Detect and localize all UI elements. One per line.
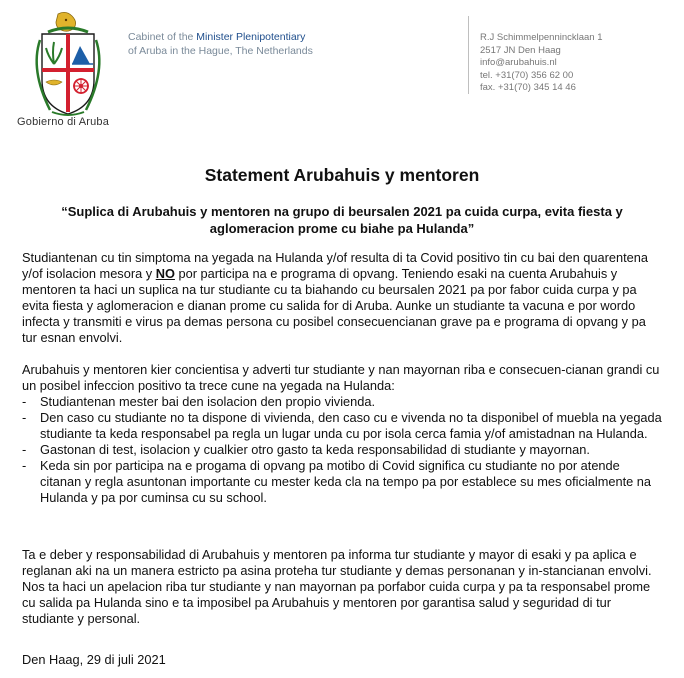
paragraph-1 xyxy=(22,250,664,346)
paragraph-1-emphasis: NO xyxy=(155,266,175,281)
consequence-list xyxy=(22,394,664,506)
paragraph-1-before: Studiantenan cu tin simptoma na yegada na Hulanda y/of resulta di ta Covid positivo tin cu bai den quarentena y/of isolacion mesora y xyxy=(22,250,649,281)
paragraph-1-after: por participa na e programa di opvang. Teniendo esaki na cuenta Arubahuis y mentoren ta haci un suplica na tur studiante cu ta biahando cu beursalen 2021 pa por fabor cuida curpa y pa evita fiesta y aglomeracion e dianan prome cu salida for di Aruba. Aunke un studiante ta vacuna e por wordo infecta y transmiti e virus pa demas persona cu posibel consecuencianan grave pa e programa di opvang y pa tur esnan envolvi. xyxy=(22,266,646,345)
address-block xyxy=(480,32,603,95)
cabinet-line2: of Aruba in the Hague, The Netherlands xyxy=(128,45,313,57)
cabinet-heading xyxy=(128,30,388,58)
paragraph-2 xyxy=(22,362,664,506)
cabinet-line1-highlight: Minister Plenipotentiary xyxy=(196,31,306,43)
aruba-coat-of-arms-icon xyxy=(18,10,118,128)
address-phone: tel. +31(70) 356 62 00 xyxy=(480,69,574,81)
paragraph-3: Ta e deber y responsabilidad di Arubahuis y mentoren pa informa tur studiante y mayor di esaki y pa aplica e reglanan aki na un manera estricto pa asina proteha tur studiante y demas personanan y in-stancianan envolvi. Nos ta haci un apelacion riba tur studiante y nan mayornan pa porfabor cuida curpa y pa ta responsabel prome cu salida pa Hulanda sino e ta imposibel pa Arubahuis y mentoren por garantisa salud y seguridad di tur studiante y personal. xyxy=(22,547,652,626)
letter-date: Den Haag, 29 di juli 2021 xyxy=(22,652,166,667)
address-city: 2517 JN Den Haag xyxy=(480,44,561,56)
cabinet-line1-a: Cabinet of the xyxy=(128,31,197,43)
address-email: info@arubahuis.nl xyxy=(480,57,557,68)
paragraph-2-intro: Arubahuis y mentoren kier concientisa y adverti tur studiante y nan mayornan riba e consecuen-cianan grandi cu un posibel infeccion positivo ta trece cune na yegada na Hulanda: xyxy=(22,362,660,393)
brand-name: Gobierno di Aruba xyxy=(17,116,110,128)
header-divider xyxy=(468,16,469,94)
statement-subtitle: “Suplica di Arubahuis y mentoren na grupo di beursalen 2021 pa cuida curpa, evita fiesta y aglomeracion prome cu biahe pa Hulanda” xyxy=(61,204,623,236)
list-item: - Den caso cu studiante no ta dispone di vivienda, den caso cu e vivenda no ta disponibel of muebla na yegada studiante ta keda responsabel pa regla un lugar unda cu por isola cerca famia y/of amistadnan na Hulanda. xyxy=(22,410,664,442)
statement-title: Statement Arubahuis y mentoren xyxy=(204,165,480,185)
list-item: - Studiantenan mester bai den isolacion den propio vivienda. xyxy=(22,394,664,410)
address-fax: fax. +31(70) 345 14 46 xyxy=(480,82,576,93)
list-item: - Gastonan di test, isolacion y cualkier otro gasto ta keda responsabilidad di studiante y mayornan. xyxy=(22,442,664,458)
address-street: R.J Schimmelpennincklaan 1 xyxy=(480,32,603,43)
list-item: - Keda sin por participa na e progama di opvang pa motibo di Covid significa cu studiante no por atende citanan y regla asuntonan importante cu mester keda cla na tempo pa por establece su mes oficialmente na Hulanda y pa por cuminsa cu su school. xyxy=(22,458,664,506)
